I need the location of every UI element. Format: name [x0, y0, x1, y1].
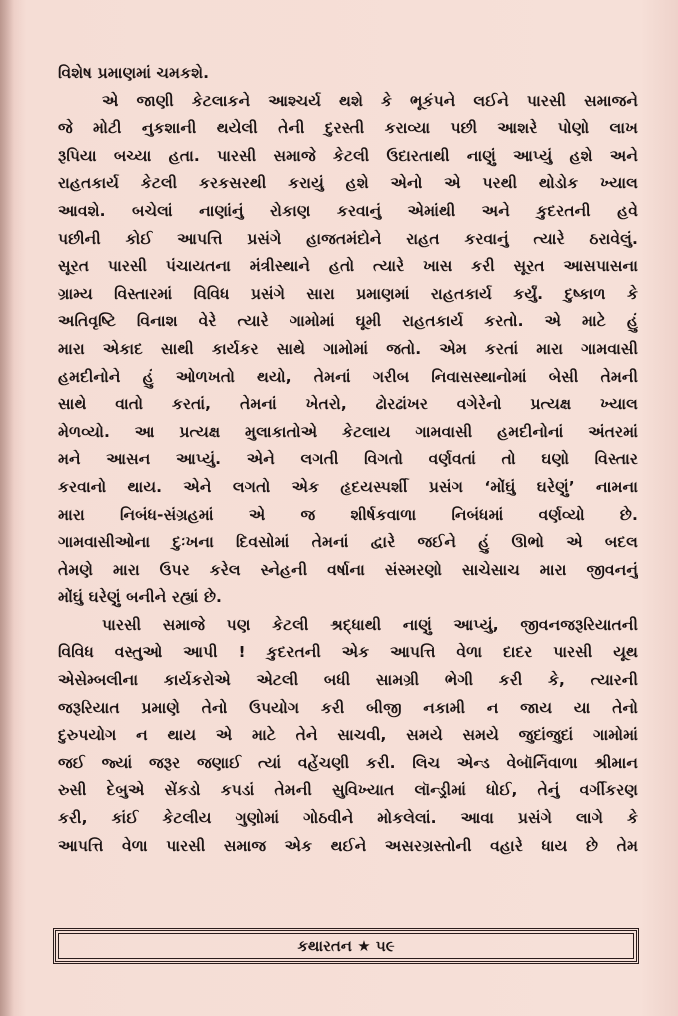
text-line: રુસી દેબુએ સેંકડો કપડાં તેમની સુવિખ્યાત લૉન્ડ્રીમાં ધોઈ, તેનું વર્ગીકરણ: [58, 781, 638, 800]
star-icon: ★: [357, 937, 371, 955]
text-line: મેળવ્યો. આ પ્રત્યક્ષ મુલાકાતોએ કેટલાય ગામવાસી હમદીનોનાં અંતરમાં: [58, 422, 638, 441]
text-line: રાહતકાર્ય કેટલી કરકસરથી કરાયું હશે એનો એ પરથી થોડોક ખ્યાલ: [58, 174, 638, 193]
text-line: ગામવાસીઓના દુઃખના દિવસોમાં તેમનાં દ્વારે જઈને હું ઊભો એ બદલ: [58, 533, 638, 552]
text-line: દુરુપયોગ ન થાય એ માટે તેને સાચવી, સમયે સમયે જુદાંજુદાં ગામોમાં: [58, 726, 638, 745]
text-line: વિશેષ પ્રમાણમાં ચમકશે.: [58, 64, 210, 82]
text-line: જરૂરિયાત પ્રમાણે તેનો ઉપયોગ કરી બીજી નકામી ન જાય યા તેનો: [58, 698, 638, 717]
text-line: પારસી સમાજે પણ કેટલી શ્રદ્ધાથી નાણું આપ્યું, જીવનજરૂરિયાતની: [102, 615, 638, 634]
text-line: એ જાણી કેટલાકને આશ્ચર્ય થશે કે ભૂકંપને લઈને પારસી સમાજને: [102, 91, 638, 110]
text-line: ગ્રામ્ય વિસ્તારમાં વિવિધ પ્રસંગે સારા પ્રમાણમાં રાહતકાર્ય કર્યું. દુષ્કાળ કે: [58, 284, 638, 303]
text-line: મને આસન આપ્યું. એને લગતી વિગતો વર્ણવતાં તો ઘણો વિસ્તાર: [58, 450, 638, 469]
page-body-text: [58, 60, 638, 860]
text-line: મોંઘું ઘરેણું બનીને રહ્યાં છે.: [58, 588, 223, 607]
text-line: આવશે. બચેલાં નાણાંનું રોકાણ કરવાનું એમાંથી અને કુદરતની હવે: [58, 201, 638, 220]
text-line: કરી, કાંઈ કેટલીય ગુણોમાં ગોઠવીને મોકલેલાં. આવા પ્રસંગે લાગે કે: [58, 809, 638, 828]
book-title: કથારતન: [297, 937, 352, 955]
text-line: આપત્તિ વેળા પારસી સમાજ એક થઈને અસરગ્રસ્તોની વહારે ધાય છે તેમ: [58, 836, 638, 855]
binding-gutter-shadow: [0, 0, 14, 1016]
text-line: રૂપિયા બચ્યા હતા. પારસી સમાજે કેટલી ઉદારતાથી નાણું આપ્યું હશે અને: [58, 146, 638, 165]
text-line: સૂરત પારસી પંચાયતના મંત્રીસ્થાને હતો ત્યારે ખાસ કરી સૂરત આસપાસના: [58, 257, 638, 276]
page-number: ૫૯: [375, 937, 395, 955]
text-line: મારા નિબંધ-સંગ્રહમાં એ જ શીર્ષકવાળા નિબંધમાં વર્ણવ્યો છે.: [58, 505, 638, 524]
text-line: પછીની કોઈ આપત્તિ પ્રસંગે હાજતમંદોને રાહત કરવાનું ત્યારે ઠરાવેલું.: [58, 229, 638, 248]
page-footer: [53, 928, 639, 964]
text-line: જે મોટી નુકશાની થયેલી તેની દુરસ્તી કરાવ્યા પછી આશરે પોણો લાખ: [58, 119, 638, 138]
text-line: વિવિધ વસ્તુઓ આપી ! કુદરતની એક આપત્તિ વેળા દાદર પારસી યૂથ: [58, 643, 638, 662]
text-line: હમદીનોને હું ઓળખતો થયો, તેમનાં ગરીબ નિવાસસ્થાનોમાં બેસી તેમની: [58, 367, 638, 386]
text-line: જઈ જ્યાં જરૂર જણાઈ ત્યાં વહેંચણી કરી. લિચ એન્ડ વેબૉર્નિવાળા શ્રીમાન: [58, 753, 638, 772]
text-line: એસેમ્બલીના કાર્યકરોએ એટલી બધી સામગ્રી ભેગી કરી કે, ત્યારની: [58, 671, 638, 690]
text-line: મારા એકાદ સાથી કાર્યકર સાથે ગામોમાં જતો. એમ કરતાં મારા ગામવાસી: [58, 339, 638, 358]
text-line: અતિવૃષ્ટિ વિનાશ વેરે ત્યારે ગામોમાં ઘૂમી રાહતકાર્ય કરતો. એ માટે હું: [58, 312, 638, 331]
text-line: કરવાનો થાય. એને લગતો એક હૃદયસ્પર્શી પ્રસંગ ‘મોંઘું ઘરેણું’ નામના: [58, 477, 638, 496]
text-line: તેમણે મારા ઉપર કરેલ સ્નેહની વર્ષાના સંસ્મરણો સાચેસાચ મારા જીવનનું: [58, 560, 638, 579]
text-line: સાથે વાતો કરતાં, તેમનાં ખેતરો, ઢોરઢાંખર વગેરેનો પ્રત્યક્ષ ખ્યાલ: [58, 395, 638, 414]
footer-label: [56, 937, 636, 955]
